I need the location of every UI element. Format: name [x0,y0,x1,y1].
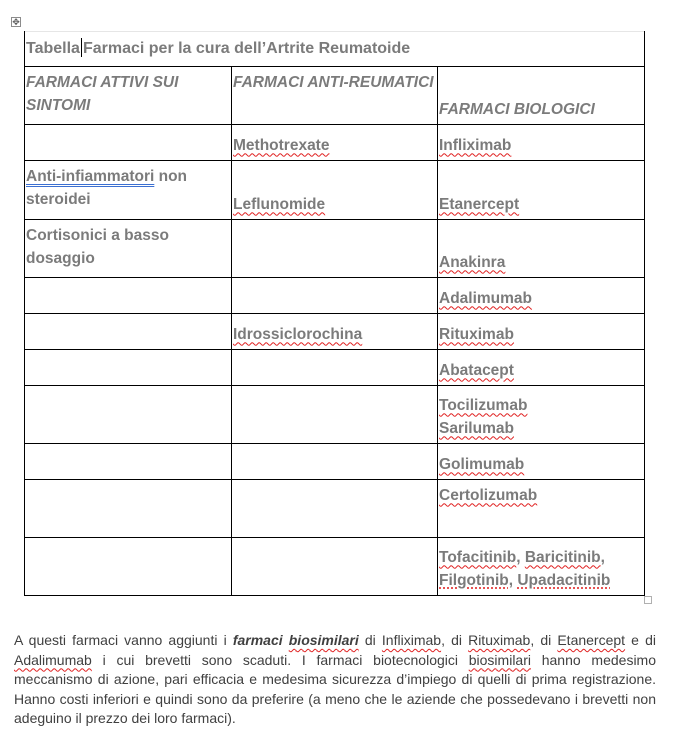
separator-comma: , [508,571,518,589]
table-cell[interactable] [232,160,438,219]
word-infliximab: Infliximab [381,632,442,648]
drug-abatacept: Abatacept [439,361,514,379]
table-cell[interactable] [232,349,438,385]
table-row [25,313,645,349]
paragraph-text: A questi farmaci vanno aggiunti i [14,632,233,648]
table-cell[interactable] [438,349,645,385]
table-cell[interactable] [438,277,645,313]
table-cell[interactable] [25,479,232,537]
drug-golimumab: Golimumab [439,455,525,473]
table-title-prefix: Tabella [26,39,80,57]
table-row [25,160,645,219]
text-cursor [81,38,82,57]
paragraph-text: , di [530,632,558,648]
paragraph-text: e di [625,632,656,648]
drug-upadacitinib: Upadacitinib [517,571,611,589]
paragraph-text: di [358,632,382,648]
drug-infliximab: Infliximab [439,136,512,154]
drug-leflunomide: Leflunomide [233,195,326,213]
table-cell[interactable] [438,313,645,349]
table-cell[interactable] [438,385,645,443]
table-row [25,124,645,160]
header-symptomatic-drugs[interactable]: FARMACI ATTIVI SUI SINTOMI [25,66,232,124]
word-rituximab: Rituximab [468,632,531,648]
table-title-row [25,31,645,66]
drug-sarilumab: Sarilumab [439,419,514,437]
table-cell[interactable] [232,219,438,277]
table-cell[interactable] [438,219,645,277]
table-cell[interactable] [438,443,645,479]
paragraph-text: i cui brevetti sono scaduti. I farmaci biotecnologici [91,651,469,668]
word-adalimumab: Adalimumab [14,651,92,668]
drug-tofacitinib: Tofacitinib [439,548,517,566]
table-cell[interactable] [25,349,232,385]
drug-corticosteroids: Cortisonici a basso dosaggio [26,226,169,267]
table-resize-handle-icon[interactable] [644,596,652,604]
table-cell[interactable] [232,277,438,313]
table-cell[interactable] [232,479,438,537]
word-etanercept: Etanercept [557,632,626,648]
table-row [25,479,645,537]
table-cell[interactable] [438,537,645,595]
table-row [25,349,645,385]
table-cell[interactable] [438,479,645,537]
table-row [25,219,645,277]
table-row [25,385,645,443]
separator-comma: , [516,548,525,566]
table-cell[interactable] [25,313,232,349]
table-cell[interactable] [25,160,232,219]
drug-tocilizumab: Tocilizumab [439,396,528,414]
header-antirheumatic-drugs[interactable]: FARMACI ANTI-REUMATICI [232,66,438,124]
table-cell[interactable] [25,537,232,595]
drug-nsaids-rest: non steroidei [26,167,188,208]
table-cell[interactable] [232,313,438,349]
drug-adalimumab: Adalimumab [439,289,533,307]
table-cell[interactable] [232,124,438,160]
table-cell[interactable] [25,443,232,479]
table-header-row [25,66,645,124]
table-cell[interactable] [232,385,438,443]
emphasis-biosimilari: biosimilari [288,632,359,648]
drug-certolizumab: Certolizumab [439,486,538,504]
table-cell[interactable] [232,537,438,595]
separator-comma: , [600,548,605,566]
paragraph-text: , di [441,632,469,648]
drug-table [24,31,645,596]
table-cell[interactable] [25,277,232,313]
paragraph-text: hanno medesimo meccanismo di azione, pari efficacia e medesima sicurezza d’impiego di quelli di prima registrazione. Hanno costi inferiori e quindi sono da preferire (a meno che le aziende che possedevano i brevetti non adeguino il prezzo dei loro farmaci). [14,651,656,726]
drug-etanercept: Etanercept [439,195,520,213]
table-row [25,443,645,479]
biosimilars-paragraph [14,631,656,729]
drug-methotrexate: Methotrexate [233,136,330,154]
drug-nsaids-term: Anti-infiammatori [26,167,155,185]
table-row [25,277,645,313]
emphasis-farmaci: farmaci [232,632,283,648]
drug-filgotinib: Filgotinib [439,571,509,589]
header-biologic-drugs[interactable]: FARMACI BIOLOGICI [438,66,645,124]
drug-baricitinib: Baricitinib [524,548,601,566]
table-title-text: Farmaci per la cura dell’Artrite Reumatoide [82,39,411,57]
table-cell[interactable] [438,160,645,219]
drug-anakinra: Anakinra [439,253,506,271]
table-cell[interactable] [25,124,232,160]
table-cell[interactable] [25,385,232,443]
table-cell[interactable] [232,443,438,479]
table-cell[interactable] [438,124,645,160]
table-title[interactable] [25,31,645,66]
drug-hydroxychloroquine: Idrossiclorochina [233,325,363,343]
table-row [25,537,645,595]
table-cell[interactable] [25,219,232,277]
table-move-handle-icon[interactable]: ✥ [12,17,20,27]
drug-rituximab: Rituximab [439,325,514,343]
word-biosimilari: biosimilari [468,651,531,668]
